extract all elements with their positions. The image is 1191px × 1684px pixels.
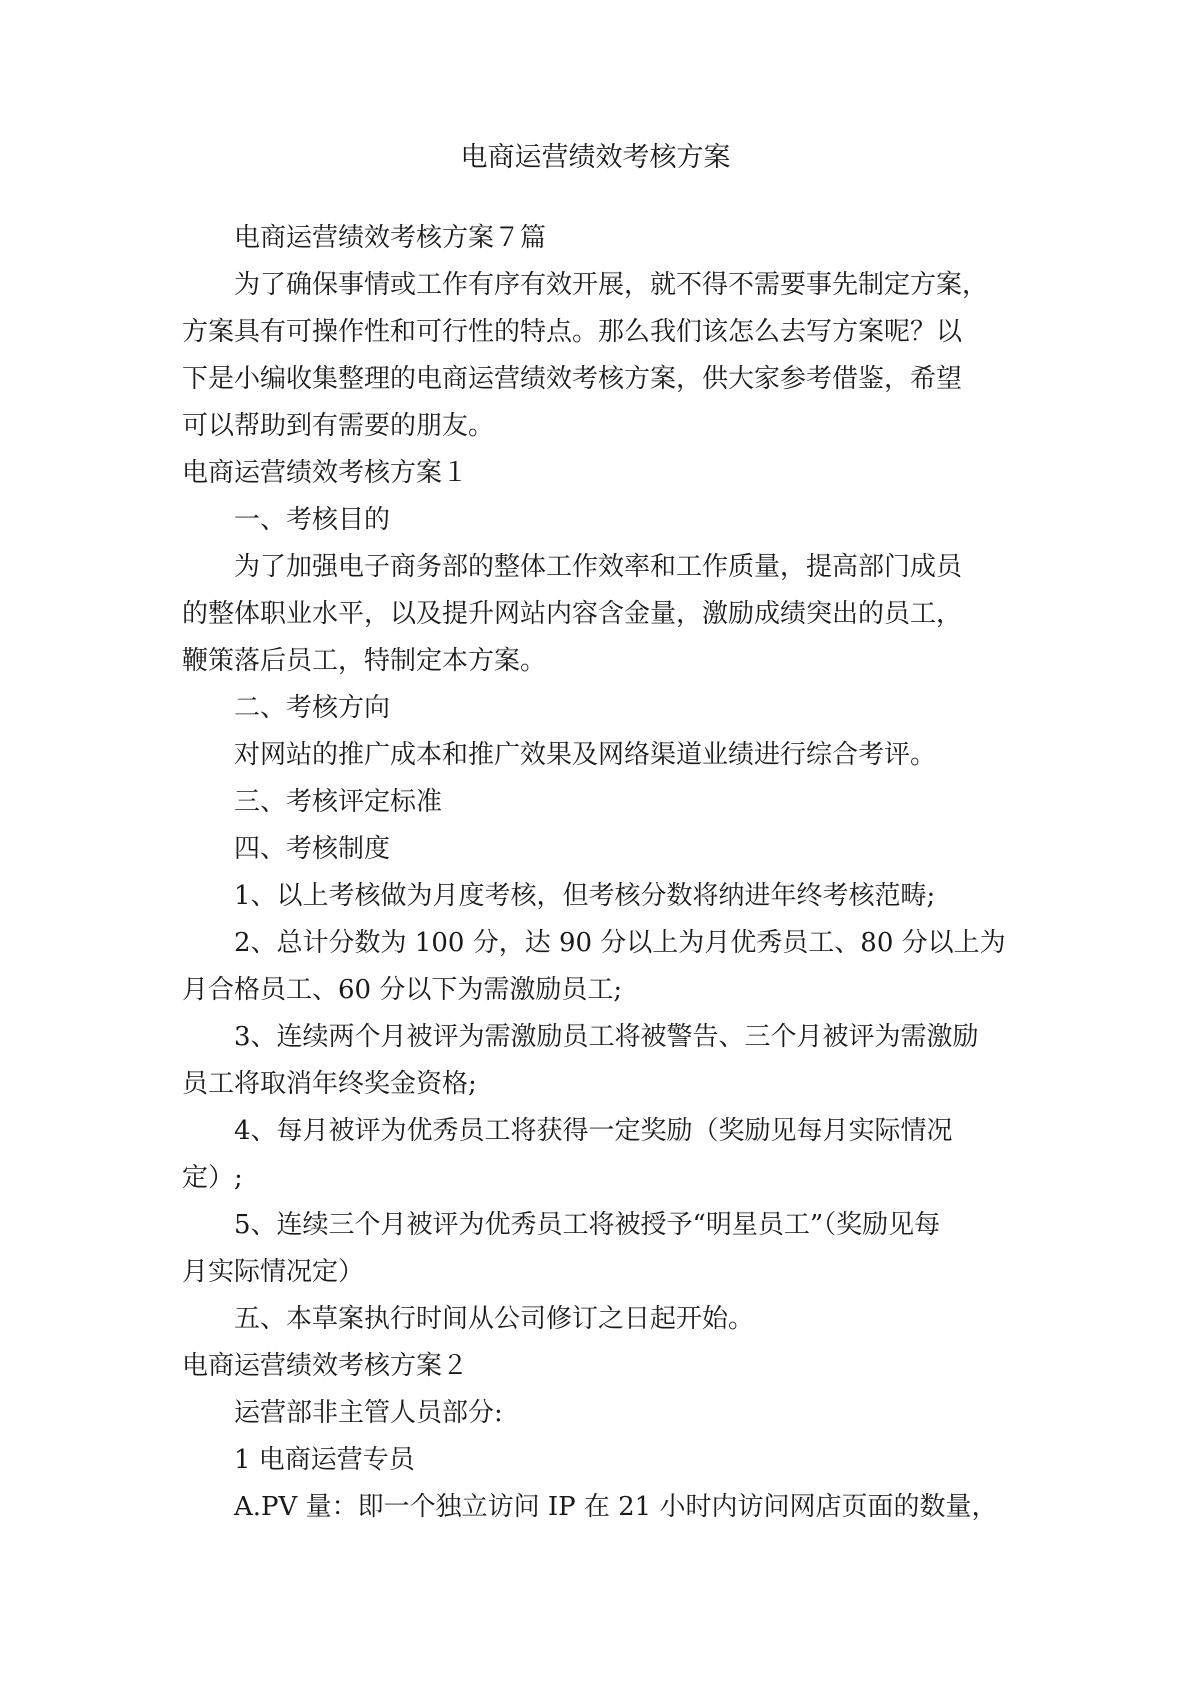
- paragraph: [182, 1202, 1012, 1296]
- paragraph: [182, 732, 1012, 779]
- text-line: 电商运营绩效考核方案２: [182, 1351, 469, 1381]
- text-line: 定）;: [182, 1163, 243, 1193]
- paragraph: [182, 1108, 1012, 1202]
- text-line: 四、考核制度: [234, 834, 391, 864]
- text-line: 对网站的推广成本和推广效果及网络渠道业绩进行综合考评。: [234, 740, 937, 770]
- text-line: 鞭策落后员工，特制定本方案。: [182, 646, 547, 676]
- paragraph: [182, 826, 1012, 873]
- text-line: 2、总计分数为 100 分，达 90 分以上为月优秀员工、80 分以上为: [234, 928, 1006, 958]
- paragraph: [182, 1437, 1012, 1484]
- text-line: 1 电商运营专员: [234, 1445, 415, 1475]
- text-line: 方案具有可操作性和可行性的特点。那么我们该怎么去写方案呢？以: [182, 317, 963, 347]
- text-line: 月合格员工、60 分以下为需激励员工;: [182, 975, 623, 1005]
- text-line: 五、本草案执行时间从公司修订之日起开始。: [234, 1304, 755, 1334]
- paragraph: [182, 497, 1012, 544]
- paragraph: [182, 215, 1012, 262]
- paragraph: [182, 685, 1012, 732]
- text-line: 电商运营绩效考核方案１: [182, 458, 469, 488]
- text-line: 员工将取消年终奖金资格;: [182, 1069, 477, 1099]
- paragraph: [182, 1014, 1012, 1108]
- section-heading: [182, 450, 1012, 497]
- text-line: 为了加强电子商务部的整体工作效率和工作质量，提高部门成员: [234, 552, 963, 582]
- text-line: 二、考核方向: [234, 693, 391, 723]
- document-body: [182, 215, 1012, 1531]
- text-line: 电商运营绩效考核方案７篇: [234, 223, 547, 253]
- text-line: 5、连续三个月被评为优秀员工将被授予“明星员工”（奖励见每: [234, 1210, 941, 1240]
- text-line: 可以帮助到有需要的朋友。: [182, 411, 495, 441]
- text-line: 4、每月被评为优秀员工将获得一定奖励（奖励见每月实际情况: [234, 1116, 953, 1146]
- text-line: 月实际情况定）: [182, 1257, 365, 1287]
- paragraph: [182, 1296, 1012, 1343]
- text-line: 下是小编收集整理的电商运营绩效考核方案，供大家参考借鉴，希望: [182, 364, 963, 394]
- text-line: 的整体职业水平，以及提升网站内容含金量，激励成绩突出的员工，: [182, 599, 963, 629]
- paragraph: [182, 920, 1012, 1014]
- paragraph: [182, 779, 1012, 826]
- paragraph: [182, 1484, 1012, 1531]
- paragraph: [182, 1390, 1012, 1437]
- section-heading: [182, 1343, 1012, 1390]
- text-line: 1、以上考核做为月度考核，但考核分数将纳进年终考核范畴;: [234, 881, 936, 911]
- text-line: 3、连续两个月被评为需激励员工将被警告、三个月被评为需激励: [234, 1022, 979, 1052]
- paragraph: [182, 873, 1012, 920]
- paragraph: [182, 544, 1012, 685]
- text-line: A.PV 量：即一个独立访问 IP 在 21 小时内访问网店页面的数量，: [234, 1492, 998, 1522]
- text-line: 运营部非主管人员部分:: [234, 1398, 503, 1428]
- text-line: 为了确保事情或工作有序有效开展，就不得不需要事先制定方案，: [234, 270, 989, 300]
- text-line: 一、考核目的: [234, 505, 391, 535]
- document-title: 电商运营绩效考核方案: [460, 142, 731, 173]
- text-line: 三、考核评定标准: [234, 787, 443, 817]
- paragraph: [182, 262, 1012, 450]
